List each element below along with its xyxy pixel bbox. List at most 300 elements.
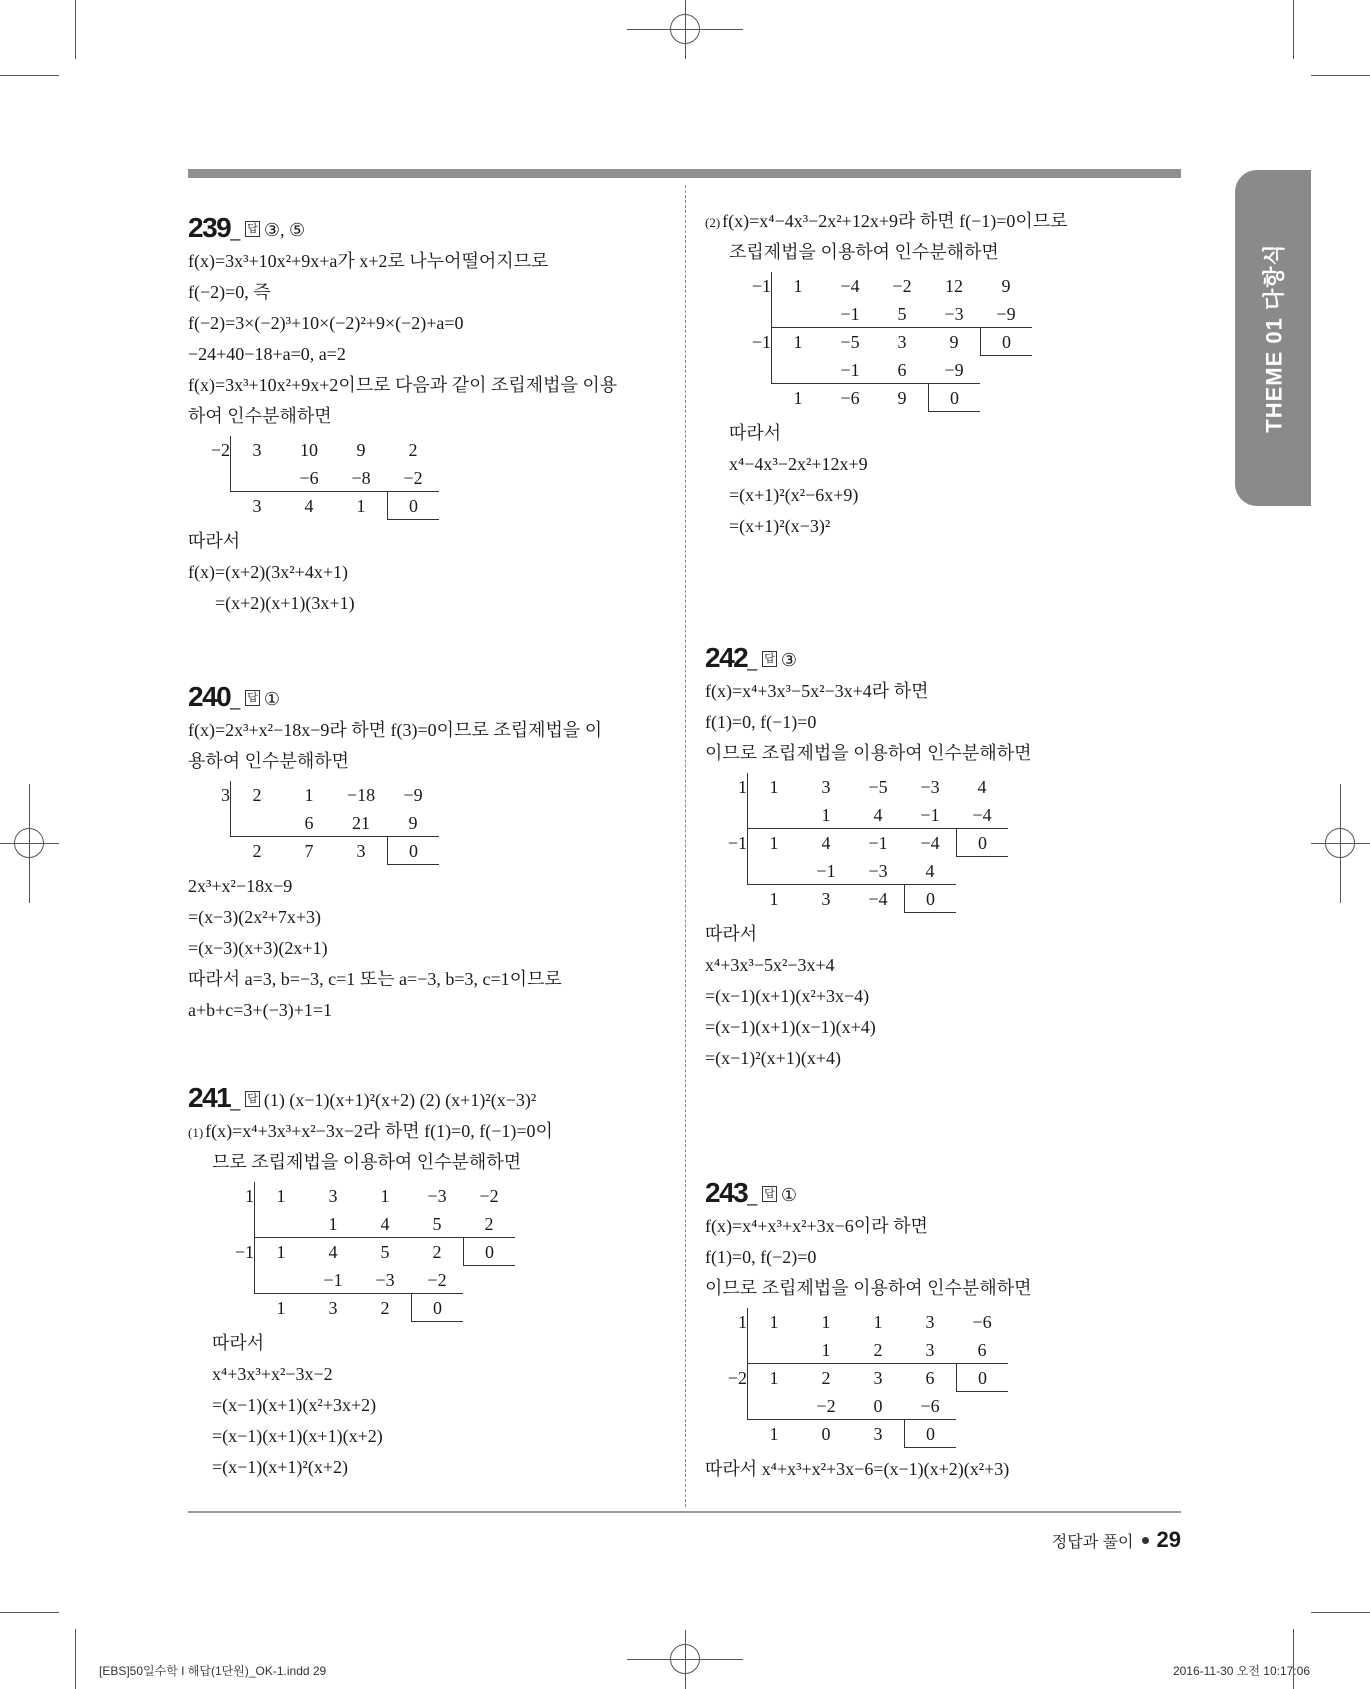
coefficient-cell: 2 bbox=[463, 1210, 515, 1238]
solution-text: f(−2)=3×(−2)³+10×(−2)²+9×(−2)+a=0 bbox=[188, 313, 464, 333]
problem-header bbox=[188, 1076, 668, 1112]
divisor bbox=[729, 356, 771, 384]
coefficients bbox=[771, 272, 1032, 300]
coefficient-cell: 1 bbox=[276, 1298, 286, 1318]
solution-text: 이므로 조립제법을 이용하여 인수분해하면 bbox=[705, 743, 1032, 763]
coefficient-cell: −2 bbox=[411, 1266, 463, 1294]
coefficient-cell: 1 bbox=[304, 785, 314, 805]
solution-line bbox=[188, 964, 668, 995]
coefficients bbox=[230, 809, 439, 837]
remainder-cell: 0 bbox=[387, 837, 439, 865]
problem-239 bbox=[188, 206, 668, 619]
coefficient-cell: 1 bbox=[769, 1368, 779, 1388]
coefficients bbox=[747, 1364, 1008, 1392]
solution-text: =(x−3)(x+3)(2x+1) bbox=[188, 938, 328, 958]
solution-line bbox=[705, 707, 1185, 738]
division-row bbox=[188, 436, 668, 464]
remainder-cell: 0 bbox=[980, 328, 1032, 356]
divisor: −1 bbox=[751, 332, 771, 352]
registration-mark bbox=[1325, 828, 1355, 858]
problem-241-part-2 bbox=[705, 206, 1185, 542]
coefficient-cell: 5 bbox=[411, 1210, 463, 1238]
solution-line bbox=[705, 418, 1185, 449]
coefficients bbox=[747, 1420, 956, 1448]
solution-line bbox=[705, 1273, 1185, 1304]
coefficients bbox=[230, 492, 439, 520]
answer-badge-icon: 답 bbox=[247, 223, 258, 235]
divisor bbox=[188, 837, 230, 865]
coefficient-cell: 1 bbox=[793, 388, 803, 408]
coefficients bbox=[747, 857, 956, 885]
coefficient-cell: 2 bbox=[821, 1368, 831, 1388]
crop-mark bbox=[1311, 75, 1370, 76]
division-row bbox=[188, 464, 668, 492]
coefficient-cell: 1 bbox=[800, 801, 852, 829]
coefficient-cell: −3 bbox=[359, 1266, 411, 1294]
solution-text: =(x−1)(x+1)(x²+3x−4) bbox=[705, 986, 870, 1006]
crop-mark bbox=[1311, 1612, 1370, 1613]
coefficient-cell: −1 bbox=[904, 801, 956, 829]
coefficient-cell: 2 bbox=[252, 841, 262, 861]
coefficient-cell: 2 bbox=[432, 1242, 442, 1262]
sub-part-label: (2) bbox=[705, 215, 721, 230]
solution-text: =(x+2)(x+1)(3x+1) bbox=[188, 593, 355, 613]
coefficient-cell: −6 bbox=[972, 1312, 992, 1332]
coefficient-cell: −9 bbox=[403, 785, 423, 805]
coefficient-cell bbox=[231, 464, 283, 492]
solution-line bbox=[188, 308, 668, 339]
coefficient-cell: −18 bbox=[346, 785, 376, 805]
answer-badge-icon: 답 bbox=[247, 692, 258, 704]
solution-text: 하여 인수분해하면 bbox=[188, 406, 332, 426]
coefficient-cell: 6 bbox=[925, 1368, 935, 1388]
problem-number: 243 bbox=[705, 1177, 748, 1208]
coefficient-cell: −4 bbox=[956, 801, 1008, 829]
coefficient-cell: 3 bbox=[873, 1424, 883, 1444]
coefficient-cell: 1 bbox=[307, 1210, 359, 1238]
solution-line bbox=[188, 370, 668, 401]
crop-mark bbox=[75, 0, 76, 59]
remainder-cell: 0 bbox=[928, 384, 980, 412]
coefficient-cell: 1 bbox=[793, 276, 803, 296]
solution-text: f(x)=x⁴+3x³+x²−3x−2라 하면 f(1)=0, f(−1)=0이 bbox=[205, 1121, 553, 1141]
coefficients bbox=[771, 356, 980, 384]
problem-241 bbox=[188, 1076, 668, 1483]
coefficient-cell: 3 bbox=[873, 1368, 883, 1388]
number-underscore: _ bbox=[230, 221, 241, 241]
coefficients bbox=[747, 773, 1008, 801]
solution-text: f(x)=3x³+10x²+9x+a가 x+2로 나누어떨어지므로 bbox=[188, 251, 549, 271]
division-row bbox=[705, 857, 1185, 885]
coefficient-cell: 3 bbox=[356, 841, 366, 861]
solution-text: =(x+1)²(x−3)² bbox=[729, 516, 831, 536]
solution-text: 이므로 조립제법을 이용하여 인수분해하면 bbox=[705, 1278, 1032, 1298]
divisor: −1 bbox=[234, 1242, 254, 1262]
division-row bbox=[212, 1210, 668, 1238]
coefficient-cell: 1 bbox=[769, 889, 779, 909]
coefficients bbox=[747, 885, 956, 913]
coefficient-cell: 9 bbox=[356, 440, 366, 460]
coefficient-cell bbox=[748, 1392, 800, 1420]
coefficient-cell: 1 bbox=[276, 1242, 286, 1262]
coefficient-cell bbox=[231, 809, 283, 837]
solution-text: x⁴+3x³−5x²−3x+4 bbox=[705, 955, 835, 975]
coefficient-cell: 6 bbox=[956, 1336, 1008, 1364]
division-row bbox=[188, 809, 668, 837]
solution-line bbox=[705, 950, 1185, 981]
division-row bbox=[212, 1266, 668, 1294]
division-row bbox=[705, 1364, 1185, 1392]
page-footer bbox=[1052, 1527, 1181, 1553]
divisor bbox=[729, 300, 771, 328]
coefficient-cell: 1 bbox=[769, 777, 779, 797]
coefficient-cell: 12 bbox=[945, 276, 963, 296]
solution-line bbox=[188, 277, 668, 308]
division-row bbox=[705, 1336, 1185, 1364]
coefficient-cell: 3 bbox=[328, 1186, 338, 1206]
coefficient-cell: 3 bbox=[821, 889, 831, 909]
coefficient-cell bbox=[748, 801, 800, 829]
solution-line bbox=[188, 246, 668, 277]
coefficient-cell: 7 bbox=[304, 841, 314, 861]
divisor bbox=[729, 384, 771, 412]
divisor: 1 bbox=[738, 777, 747, 797]
synthetic-division-table bbox=[188, 436, 668, 520]
solution-text: f(1)=0, f(−2)=0 bbox=[705, 1247, 817, 1267]
coefficient-cell: −1 bbox=[800, 857, 852, 885]
coefficient-cell: −4 bbox=[840, 276, 860, 296]
slug-timestamp: 2016-11-30 오전 10:17:06 bbox=[1172, 1664, 1310, 1678]
coefficient-cell: −6 bbox=[904, 1392, 956, 1420]
solution-text: 따라서 bbox=[729, 423, 782, 443]
coefficients bbox=[254, 1210, 515, 1238]
solution-line bbox=[705, 237, 1185, 268]
solution-line bbox=[188, 1328, 668, 1359]
divisor bbox=[188, 492, 230, 520]
coefficients bbox=[747, 1336, 1008, 1364]
coefficients bbox=[230, 781, 439, 809]
problem-number: 239 bbox=[188, 212, 231, 243]
coefficient-cell: 4 bbox=[359, 1210, 411, 1238]
coefficient-cell: −8 bbox=[335, 464, 387, 492]
solution-line bbox=[705, 1043, 1185, 1074]
coefficient-cell: 2 bbox=[380, 1298, 390, 1318]
coefficient-cell: 1 bbox=[276, 1186, 286, 1206]
bullet-icon bbox=[1142, 1537, 1149, 1544]
divisor: −1 bbox=[751, 276, 771, 296]
solution-line bbox=[705, 738, 1185, 769]
registration-mark bbox=[670, 1644, 700, 1674]
answer-badge-icon: 답 bbox=[764, 653, 775, 665]
coefficient-cell: −6 bbox=[840, 388, 860, 408]
coefficient-cell: −2 bbox=[892, 276, 912, 296]
coefficient-cell: 9 bbox=[1001, 276, 1011, 296]
solution-line bbox=[188, 871, 668, 902]
coefficient-cell: 3 bbox=[252, 496, 262, 516]
solution-line bbox=[705, 676, 1185, 707]
problem-243 bbox=[705, 1171, 1185, 1485]
solution-text: =(x−1)(x+1)(x²+3x+2) bbox=[212, 1395, 377, 1415]
solution-line bbox=[705, 206, 1185, 237]
divisor: −2 bbox=[727, 1368, 747, 1388]
coefficient-cell bbox=[748, 857, 800, 885]
solution-line bbox=[705, 480, 1185, 511]
solution-text: −24+40−18+a=0, a=2 bbox=[188, 344, 346, 364]
coefficients bbox=[254, 1266, 463, 1294]
solution-line bbox=[705, 1211, 1185, 1242]
division-row bbox=[729, 300, 1185, 328]
coefficient-cell: 1 bbox=[769, 1312, 779, 1332]
coefficient-cell: 1 bbox=[873, 1312, 883, 1332]
division-row bbox=[188, 492, 668, 520]
coefficient-cell: 4 bbox=[977, 777, 987, 797]
number-underscore: _ bbox=[230, 690, 241, 710]
coefficient-cell: 3 bbox=[904, 1336, 956, 1364]
coefficient-cell: 5 bbox=[876, 300, 928, 328]
problem-242 bbox=[705, 636, 1185, 1074]
solution-text: 따라서 bbox=[705, 924, 758, 944]
coefficient-cell bbox=[255, 1266, 307, 1294]
coefficient-cell: 4 bbox=[304, 496, 314, 516]
problem-header bbox=[188, 206, 668, 242]
solution-line bbox=[188, 715, 668, 746]
coefficients bbox=[771, 384, 980, 412]
coefficients bbox=[771, 300, 1032, 328]
coefficient-cell: −3 bbox=[928, 300, 980, 328]
division-row bbox=[705, 1420, 1185, 1448]
slug-filename: [EBS]50일수학 I 해답(1단원)_OK-1.indd 29 bbox=[99, 1664, 327, 1678]
solution-line bbox=[705, 511, 1185, 542]
solution-line bbox=[188, 1147, 668, 1178]
coefficient-cell bbox=[772, 356, 824, 384]
solution-text: 따라서 x⁴+x³+x²+3x−6=(x−1)(x+2)(x²+3) bbox=[705, 1459, 1010, 1479]
problem-number: 240 bbox=[188, 681, 231, 712]
division-row bbox=[729, 384, 1185, 412]
solution-line bbox=[705, 1454, 1185, 1485]
answer-text: ③, ⑤ bbox=[263, 220, 306, 240]
coefficients bbox=[254, 1182, 515, 1210]
divisor: −2 bbox=[210, 440, 230, 460]
solution-text: a+b+c=3+(−3)+1=1 bbox=[188, 1000, 333, 1020]
coefficient-cell: −4 bbox=[868, 889, 888, 909]
solution-line bbox=[188, 1359, 668, 1390]
divisor bbox=[212, 1266, 254, 1294]
coefficient-cell: −1 bbox=[824, 356, 876, 384]
solution-text: f(x)=x⁴−4x³−2x²+12x+9라 하면 f(−1)=0이므로 bbox=[722, 211, 1068, 231]
solution-text: f(1)=0, f(−1)=0 bbox=[705, 712, 817, 732]
coefficient-cell: −9 bbox=[928, 356, 980, 384]
synthetic-division-table bbox=[705, 1308, 1185, 1448]
divisor: 1 bbox=[738, 1312, 747, 1332]
solution-text: f(x)=x⁴+3x³−5x²−3x+4라 하면 bbox=[705, 681, 929, 701]
coefficient-cell: 5 bbox=[380, 1242, 390, 1262]
divisor bbox=[705, 857, 747, 885]
solution-line bbox=[188, 401, 668, 432]
remainder-cell: 0 bbox=[411, 1294, 463, 1322]
crop-mark bbox=[1293, 1629, 1294, 1689]
coefficient-cell: 3 bbox=[328, 1298, 338, 1318]
solution-text: =(x−1)²(x+1)(x+4) bbox=[705, 1048, 841, 1068]
solution-line bbox=[188, 1390, 668, 1421]
coefficient-cell: 1 bbox=[800, 1336, 852, 1364]
division-row bbox=[705, 773, 1185, 801]
answer-text: ① bbox=[780, 1185, 798, 1205]
coefficient-cell: 0 bbox=[821, 1424, 831, 1444]
solution-text: 용하여 인수분해하면 bbox=[188, 751, 349, 771]
coefficients bbox=[747, 829, 1008, 857]
problem-240 bbox=[188, 675, 668, 1026]
header-rule bbox=[188, 169, 1181, 178]
number-underscore: _ bbox=[230, 1091, 241, 1111]
coefficient-cell: −5 bbox=[840, 332, 860, 352]
solution-line bbox=[188, 588, 668, 619]
coefficient-cell: 1 bbox=[793, 332, 803, 352]
coefficient-cell: −3 bbox=[852, 857, 904, 885]
solution-line bbox=[188, 746, 668, 777]
division-row bbox=[188, 781, 668, 809]
divisor bbox=[705, 1420, 747, 1448]
coefficient-cell: 3 bbox=[821, 777, 831, 797]
coefficient-cell bbox=[748, 1336, 800, 1364]
divisor bbox=[705, 1336, 747, 1364]
coefficient-cell: −3 bbox=[427, 1186, 447, 1206]
coefficient-cell: 3 bbox=[252, 440, 262, 460]
coefficient-cell: 1 bbox=[769, 833, 779, 853]
division-row bbox=[705, 801, 1185, 829]
number-underscore: _ bbox=[747, 1186, 758, 1206]
theme-label: THEME 01 다항식 bbox=[1261, 243, 1287, 433]
division-row bbox=[212, 1182, 668, 1210]
coefficient-cell: −4 bbox=[920, 833, 940, 853]
answer-text: ③ bbox=[780, 650, 798, 670]
coefficient-cell: 2 bbox=[252, 785, 262, 805]
divisor: 3 bbox=[221, 785, 230, 805]
theme-side-tab bbox=[1235, 170, 1311, 506]
coefficient-cell: 4 bbox=[821, 833, 831, 853]
solution-line bbox=[188, 1452, 668, 1483]
coefficients bbox=[230, 436, 439, 464]
solution-line bbox=[188, 933, 668, 964]
coefficients bbox=[230, 837, 439, 865]
divisor: −1 bbox=[727, 833, 747, 853]
coefficient-cell: −1 bbox=[307, 1266, 359, 1294]
divisor bbox=[705, 801, 747, 829]
coefficient-cell: 4 bbox=[328, 1242, 338, 1262]
solution-text: f(x)=(x+2)(3x²+4x+1) bbox=[188, 562, 348, 582]
coefficient-cell bbox=[255, 1210, 307, 1238]
division-row bbox=[705, 829, 1185, 857]
problem-header bbox=[188, 675, 668, 711]
crop-mark bbox=[0, 75, 59, 76]
remainder-cell: 0 bbox=[956, 829, 1008, 857]
answer-text: (1) (x−1)(x+1)²(x+2) (2) (x+1)²(x−3)² bbox=[263, 1090, 537, 1110]
solution-text: 따라서 bbox=[188, 531, 241, 551]
divisor bbox=[212, 1210, 254, 1238]
coefficient-cell: 2 bbox=[408, 440, 418, 460]
remainder-cell: 0 bbox=[463, 1238, 515, 1266]
solution-text: =(x−3)(2x²+7x+3) bbox=[188, 907, 321, 927]
synthetic-division-table bbox=[212, 1182, 668, 1322]
page-number: 29 bbox=[1156, 1527, 1181, 1552]
solution-text: 조립제법을 이용하여 인수분해하면 bbox=[729, 242, 999, 262]
divisor bbox=[705, 1392, 747, 1420]
solution-text: f(x)=x⁴+x³+x²+3x−6이라 하면 bbox=[705, 1216, 928, 1236]
synthetic-division-table bbox=[188, 781, 668, 865]
divisor: 1 bbox=[245, 1186, 254, 1206]
coefficients bbox=[254, 1238, 515, 1266]
division-row bbox=[729, 356, 1185, 384]
solution-line bbox=[188, 526, 668, 557]
coefficient-cell: 1 bbox=[821, 1312, 831, 1332]
problem-number: 241 bbox=[188, 1082, 231, 1113]
coefficient-cell: 1 bbox=[380, 1186, 390, 1206]
division-row bbox=[705, 1392, 1185, 1420]
coefficients bbox=[747, 801, 1008, 829]
solution-line bbox=[705, 449, 1185, 480]
problem-header bbox=[705, 636, 1185, 672]
remainder-cell: 0 bbox=[387, 492, 439, 520]
coefficient-cell: 2 bbox=[852, 1336, 904, 1364]
coefficient-cell: 21 bbox=[335, 809, 387, 837]
divisor bbox=[212, 1294, 254, 1322]
coefficient-cell: −2 bbox=[800, 1392, 852, 1420]
footer-rule bbox=[188, 1511, 1181, 1513]
solution-line bbox=[705, 1242, 1185, 1273]
division-row bbox=[705, 1308, 1185, 1336]
solution-line bbox=[705, 1012, 1185, 1043]
solution-text: =(x+1)²(x²−6x+9) bbox=[729, 485, 859, 505]
coefficient-cell: −2 bbox=[387, 464, 439, 492]
solution-text: 므로 조립제법을 이용하여 인수분해하면 bbox=[212, 1152, 522, 1172]
answer-text: ① bbox=[263, 689, 281, 709]
solution-text: f(x)=2x³+x²−18x−9라 하면 f(3)=0이므로 조립제법을 이 bbox=[188, 720, 603, 740]
problem-header bbox=[705, 1171, 1185, 1207]
coefficients bbox=[747, 1308, 1008, 1336]
footer-section: 정답과 풀이 bbox=[1051, 1533, 1134, 1551]
coefficient-cell: 3 bbox=[897, 332, 907, 352]
coefficient-cell bbox=[772, 300, 824, 328]
division-row bbox=[212, 1294, 668, 1322]
solution-text: 따라서 a=3, b=−3, c=1 또는 a=−3, b=3, c=1이므로 bbox=[188, 969, 562, 989]
coefficient-cell: −1 bbox=[868, 833, 888, 853]
remainder-cell: 0 bbox=[956, 1364, 1008, 1392]
solution-text: =(x−1)(x+1)²(x+2) bbox=[212, 1457, 348, 1477]
remainder-cell: 0 bbox=[904, 885, 956, 913]
coefficient-cell: 4 bbox=[904, 857, 956, 885]
solution-text: f(x)=3x³+10x²+9x+2이므로 다음과 같이 조립제법을 이용 bbox=[188, 375, 618, 395]
coefficient-cell: 9 bbox=[387, 809, 439, 837]
solution-text: 2x³+x²−18x−9 bbox=[188, 876, 293, 896]
registration-mark bbox=[14, 828, 44, 858]
problem-number: 242 bbox=[705, 642, 748, 673]
coefficient-cell: −1 bbox=[824, 300, 876, 328]
synthetic-division-table bbox=[729, 272, 1185, 412]
number-underscore: _ bbox=[747, 651, 758, 671]
solution-line bbox=[705, 981, 1185, 1012]
coefficient-cell: 9 bbox=[949, 332, 959, 352]
coefficient-cell: 10 bbox=[300, 440, 318, 460]
solution-text: f(−2)=0, 즉 bbox=[188, 282, 271, 302]
solution-text: =(x−1)(x+1)(x+1)(x+2) bbox=[212, 1426, 383, 1446]
coefficient-cell: 3 bbox=[925, 1312, 935, 1332]
solution-line bbox=[188, 557, 668, 588]
crop-mark bbox=[1293, 0, 1294, 59]
division-row bbox=[705, 885, 1185, 913]
divisor bbox=[188, 464, 230, 492]
divisor bbox=[705, 885, 747, 913]
divisor bbox=[188, 809, 230, 837]
answer-badge-icon: 답 bbox=[764, 1188, 775, 1200]
